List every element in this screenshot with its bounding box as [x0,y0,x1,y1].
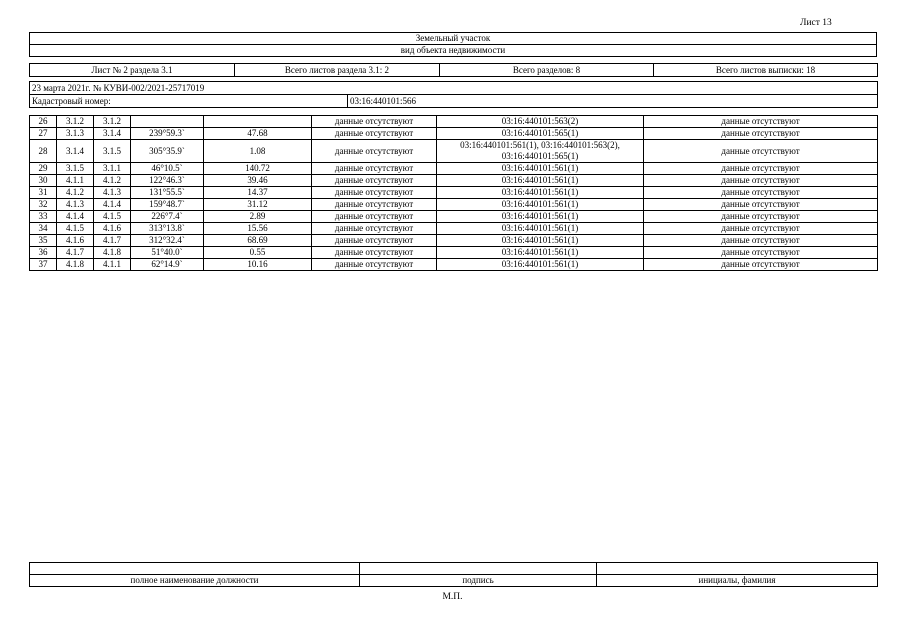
boundary-description: данные отсутствуют [312,187,437,199]
direction-angle: 159°48.7` [131,199,204,211]
point-from: 4.1.3 [57,199,94,211]
name-label: инициалы, фамилия [597,575,878,587]
adjacent-cadastral: 03:16:440101:561(1) [437,259,644,271]
signature-block [29,562,878,587]
total-sheets-extract: Всего листов выписки: 18 [654,64,878,77]
table-row [30,247,878,259]
boundary-description: данные отсутствуют [312,247,437,259]
direction-angle: 226°7.4` [131,211,204,223]
horizontal-length: 15.56 [204,223,312,235]
point-from: 4.1.5 [57,223,94,235]
row-number: 35 [30,235,57,247]
point-from: 4.1.2 [57,187,94,199]
adjacent-owners: данные отсутствуют [644,235,878,247]
boundary-description: данные отсутствуют [312,235,437,247]
point-to: 3.1.2 [94,116,131,128]
boundary-description: данные отсутствуют [312,211,437,223]
adjacent-owners: данные отсутствуют [644,199,878,211]
signature-field [360,563,597,575]
direction-angle [131,116,204,128]
point-to: 4.1.8 [94,247,131,259]
table-row [30,211,878,223]
row-number: 28 [30,140,57,163]
adjacent-cadastral: 03:16:440101:561(1) [437,187,644,199]
horizontal-length: 39.46 [204,175,312,187]
total-sections: Всего разделов: 8 [440,64,654,77]
sheet-number-section: Лист № 2 раздела 3.1 [30,64,235,77]
point-to: 4.1.4 [94,199,131,211]
boundary-description: данные отсутствуют [312,223,437,235]
document-info [29,81,878,108]
table-row [30,140,878,163]
point-from: 4.1.7 [57,247,94,259]
horizontal-length: 2.89 [204,211,312,223]
point-from: 3.1.4 [57,140,94,163]
adjacent-cadastral: 03:16:440101:561(1) [437,199,644,211]
adjacent-owners: данные отсутствуют [644,128,878,140]
adjacent-owners: данные отсутствуют [644,259,878,271]
boundary-description: данные отсутствуют [312,199,437,211]
table-row [30,259,878,271]
adjacent-cadastral: 03:16:440101:561(1) [437,223,644,235]
direction-angle: 131°55.5` [131,187,204,199]
row-number: 37 [30,259,57,271]
point-to: 4.1.1 [94,259,131,271]
point-to: 3.1.4 [94,128,131,140]
row-number: 26 [30,116,57,128]
table-row [30,187,878,199]
adjacent-owners: данные отсутствуют [644,140,878,163]
direction-angle: 312°32.4` [131,235,204,247]
object-subtitle: вид объекта недвижимости [30,45,877,57]
boundary-description: данные отсутствуют [312,140,437,163]
horizontal-length: 47.68 [204,128,312,140]
adjacent-cadastral: 03:16:440101:561(1) [437,247,644,259]
boundary-description: данные отсутствуют [312,175,437,187]
direction-angle: 313°13.8` [131,223,204,235]
point-from: 4.1.8 [57,259,94,271]
adjacent-owners: данные отсутствуют [644,163,878,175]
row-number: 33 [30,211,57,223]
table-row [30,128,878,140]
object-title: Земельный участок [30,33,877,45]
row-number: 31 [30,187,57,199]
stamp-place: М.П. [442,592,463,602]
horizontal-length: 0.55 [204,247,312,259]
table-row [30,223,878,235]
adjacent-owners: данные отсутствуют [644,211,878,223]
point-from: 3.1.3 [57,128,94,140]
table-row [30,163,878,175]
point-to: 3.1.5 [94,140,131,163]
name-field [597,563,878,575]
table-row [30,199,878,211]
point-from: 4.1.4 [57,211,94,223]
adjacent-owners: данные отсутствуют [644,116,878,128]
adjacent-cadastral: 03:16:440101:561(1), 03:16:440101:563(2), 03:16:440101:565(1) [437,140,644,163]
row-number: 32 [30,199,57,211]
cadastral-label: Кадастровый номер: [30,95,348,108]
date-and-number: 23 марта 2021г. № КУВИ-002/2021-25717019 [30,82,878,95]
point-to: 4.1.2 [94,175,131,187]
horizontal-length: 10.16 [204,259,312,271]
boundary-description: данные отсутствуют [312,128,437,140]
boundary-description: данные отсутствуют [312,259,437,271]
direction-angle: 46°10.5` [131,163,204,175]
horizontal-length: 68.69 [204,235,312,247]
point-to: 4.1.6 [94,223,131,235]
total-sheets-section: Всего листов раздела 3.1: 2 [235,64,440,77]
horizontal-length: 1.08 [204,140,312,163]
table-row [30,175,878,187]
adjacent-cadastral: 03:16:440101:561(1) [437,211,644,223]
table-row [30,116,878,128]
point-from: 3.1.2 [57,116,94,128]
section-info [29,63,878,77]
point-from: 4.1.1 [57,175,94,187]
adjacent-owners: данные отсутствуют [644,175,878,187]
row-number: 27 [30,128,57,140]
object-header [29,32,877,57]
point-from: 4.1.6 [57,235,94,247]
row-number: 36 [30,247,57,259]
horizontal-length: 31.12 [204,199,312,211]
boundary-description: данные отсутствуют [312,163,437,175]
adjacent-cadastral: 03:16:440101:561(1) [437,235,644,247]
row-number: 30 [30,175,57,187]
signature-label: подпись [360,575,597,587]
boundary-table [29,115,878,271]
point-to: 3.1.1 [94,163,131,175]
direction-angle: 51°40.0` [131,247,204,259]
cadastral-number: 03:16:440101:566 [348,95,878,108]
adjacent-cadastral: 03:16:440101:561(1) [437,175,644,187]
point-from: 3.1.5 [57,163,94,175]
table-row [30,235,878,247]
horizontal-length: 140.72 [204,163,312,175]
point-to: 4.1.5 [94,211,131,223]
row-number: 34 [30,223,57,235]
point-to: 4.1.3 [94,187,131,199]
row-number: 29 [30,163,57,175]
direction-angle: 122°46.3` [131,175,204,187]
adjacent-cadastral: 03:16:440101:563(2) [437,116,644,128]
adjacent-owners: данные отсутствуют [644,247,878,259]
position-field [30,563,360,575]
adjacent-cadastral: 03:16:440101:561(1) [437,163,644,175]
horizontal-length [204,116,312,128]
horizontal-length: 14.37 [204,187,312,199]
boundary-description: данные отсутствуют [312,116,437,128]
point-to: 4.1.7 [94,235,131,247]
position-label: полное наименование должности [30,575,360,587]
adjacent-cadastral: 03:16:440101:565(1) [437,128,644,140]
direction-angle: 305°35.9` [131,140,204,163]
sheet-number: Лист 13 [800,18,832,28]
adjacent-owners: данные отсутствуют [644,223,878,235]
direction-angle: 62°14.9` [131,259,204,271]
adjacent-owners: данные отсутствуют [644,187,878,199]
direction-angle: 239°59.3` [131,128,204,140]
